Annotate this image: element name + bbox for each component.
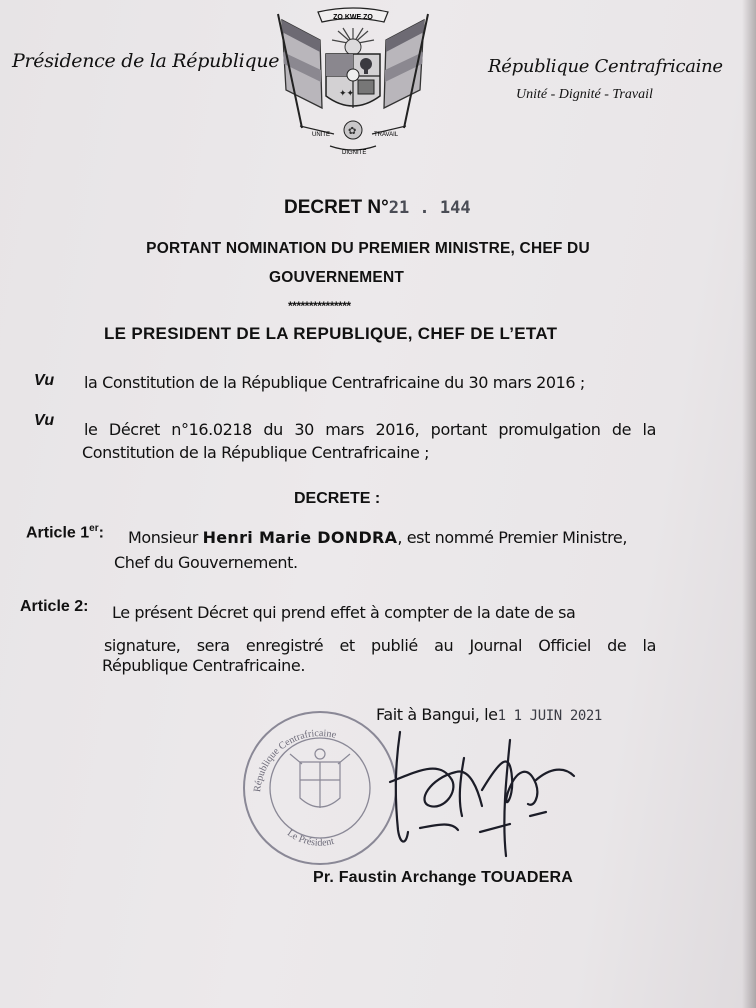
- decree-title-prefix: DECRET N°: [284, 197, 389, 218]
- signatory-name: Pr. Faustin Archange TOUADERA: [313, 869, 574, 886]
- article-2-text: République Centrafricaine.: [102, 656, 305, 675]
- page-edge-shadow: [742, 0, 756, 1008]
- svg-text:✦✦: ✦✦: [339, 88, 355, 98]
- svg-text:✿: ✿: [348, 126, 357, 137]
- emblem-label-travail: TRAVAIL: [374, 132, 399, 138]
- article-2-label: Article 2:: [20, 598, 89, 615]
- header-republique: République Centrafricaine: [488, 56, 723, 77]
- header-motto: Unité - Dignité - Travail: [516, 87, 653, 102]
- authority-heading: LE PRESIDENT DE LA REPUBLIQUE, CHEF DE L’ETAT: [104, 324, 558, 343]
- visa-text-continued: Constitution de la République Centrafricaine ;: [82, 443, 430, 462]
- emblem-label-dignite: DIGNITE: [342, 150, 367, 156]
- article-1-text: Monsieur Henri Marie DONDRA, est nommé Premier Ministre,: [128, 528, 628, 547]
- visa-text: le Décret n°16.0218 du 30 mars 2016, portant promulgation de la: [84, 420, 656, 439]
- coat-of-arms-emblem: [272, 4, 434, 160]
- emblem-label-unite: UNITE: [312, 132, 330, 138]
- stamp-bottom-text: Le Président: [285, 827, 336, 849]
- stamped-date: 1 1 JUIN 2021: [497, 708, 602, 724]
- svg-text:République Centrafricaine: [252, 728, 338, 793]
- separator-stars: ***************: [288, 299, 351, 313]
- visa-label: Vu: [34, 372, 55, 389]
- header-presidence: Présidence de la République: [12, 50, 280, 72]
- visa-text: la Constitution de la République Centrafricaine du 30 mars 2016 ;: [84, 373, 585, 392]
- decrete-heading: DECRETE :: [294, 490, 381, 507]
- article-2-text: Le présent Décret qui prend effet à compter de la date de sa: [112, 603, 576, 622]
- article-1-label: Article 1er:: [26, 523, 104, 542]
- decree-title: [284, 197, 471, 219]
- appointee-name: Henri Marie DONDRA: [202, 528, 398, 547]
- stamp-top-text: République Centrafricaine: [252, 727, 338, 793]
- decree-subject-line1: PORTANT NOMINATION DU PREMIER MINISTRE, CHEF DU: [146, 240, 590, 257]
- emblem-motto: ZO KWE ZO: [333, 14, 373, 21]
- article-2-text: signature, sera enregistré et publié au Journal Officiel de la: [104, 636, 656, 655]
- visa-label: Vu: [34, 412, 55, 429]
- place-and-date: Fait à Bangui, le1 1 JUIN 2021: [376, 705, 602, 724]
- handwritten-signature: [360, 720, 600, 860]
- decree-subject-line2: GOUVERNEMENT: [269, 269, 405, 286]
- article-1-text-continued: Chef du Gouvernement.: [114, 553, 298, 572]
- svg-text:Le Président: [285, 828, 335, 849]
- decree-number: 21 . 144: [388, 198, 471, 218]
